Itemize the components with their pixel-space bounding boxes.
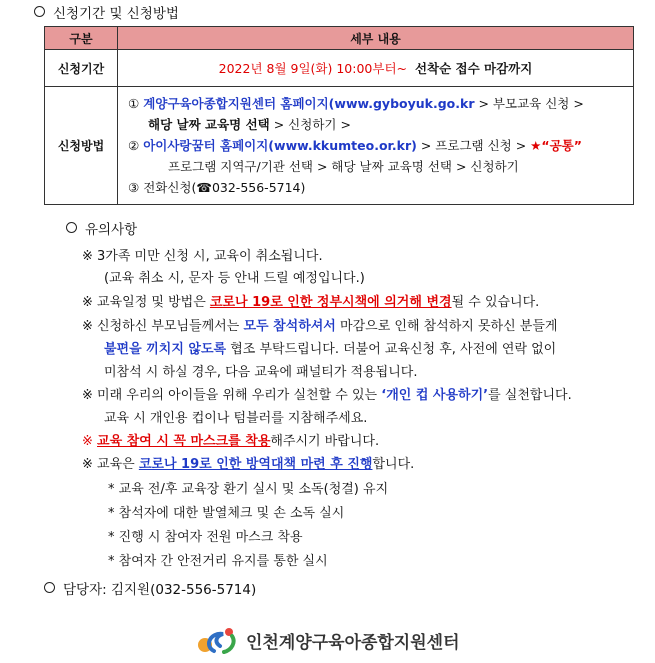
note-3c: 미참석 시 하실 경우, 다음 교육에 패널티가 적용됩니다.: [104, 365, 418, 380]
footer-logo: [196, 624, 460, 656]
note-4a: ※ 미래 우리의 아이들을 위해 우리가 실천할 수 있는 ‘개인 컵 사용하기’를 실천합니다.: [82, 388, 572, 403]
note-4b: 교육 시 개인용 컵이나 텀블러를 지참해주세요.: [104, 411, 368, 426]
gyboyuk-link[interactable]: 계양구육아종합지원센터 홈페이지(www.gyboyuk.go.kr: [143, 96, 475, 111]
note-3a: ※ 신청하신 부모님들께서는 모두 참석하셔서 마감으로 인해 참석하지 못하신 분들게: [82, 319, 558, 334]
note-6: ※ 교육은 코로나 19로 인한 방역대책 마련 후 진행합니다.: [82, 457, 415, 472]
section-title: 신청기간 및 신청방법: [34, 2, 179, 22]
circle-bullet-icon: [44, 582, 55, 593]
notes-title: 유의사항: [66, 218, 137, 238]
method-label: 신청방법: [45, 87, 118, 205]
org-name: 인천계양구육아종합지원센터: [246, 632, 460, 653]
note-3b: 불편을 끼치지 않도록 협조 부탁드립니다. 더불어 교육신청 후, 사전에 연락 없이: [104, 342, 557, 357]
note-1a: ※ 3가족 미만 신청 시, 교육이 취소됩니다.: [82, 249, 323, 264]
table-header-row: [45, 27, 634, 50]
method-line-1: ① 계양구육아종합지원센터 홈페이지(www.gyboyuk.go.kr > 부모교육 신청 >: [128, 96, 584, 111]
bullet-1: * 교육 전/후 교육장 환기 실시 및 소독(청결) 유지: [108, 482, 389, 497]
method-details: [118, 87, 634, 205]
period-suffix: 선착순 접수 마감까지: [414, 61, 533, 76]
header-category: 구분: [45, 27, 118, 50]
period-row: [45, 50, 634, 87]
method-row: [45, 87, 634, 205]
application-table: [44, 26, 634, 205]
note-1b: (교육 취소 시, 문자 등 안내 드릴 예정입니다.): [104, 271, 365, 286]
method-line-5: ③ 전화신청(☎032-556-5714): [128, 180, 306, 195]
note-5: ※ 교육 참여 시 꼭 마스크를 착용해주시기 바랍니다.: [82, 434, 380, 449]
note-2: ※ 교육일정 및 방법은 코로나 19로 인한 정부시책에 의거해 변경될 수 있습니다.: [82, 295, 540, 310]
method-line-3: ② 아이사랑꿈터 홈페이지(www.kkumteo.or.kr) > 프로그램 신청 > ★“공통”: [128, 138, 582, 153]
bullet-3: * 진행 시 참여자 전원 마스크 착용: [108, 530, 303, 545]
circle-bullet-icon: [34, 6, 45, 17]
contact-line: 담당자: 김지원(032-556-5714): [44, 578, 256, 598]
period-date: 2022년 8월 9일(화) 10:00부터~: [218, 61, 407, 76]
circle-bullet-icon: [66, 222, 77, 233]
bullet-2: * 참석자에 대한 발열체크 및 손 소독 실시: [108, 506, 345, 521]
header-details: 세부 내용: [118, 27, 634, 50]
common-star-label: ★“공통”: [530, 138, 582, 153]
period-value: [118, 50, 634, 87]
method-line-4: 프로그램 지역구/기관 선택 > 해당 날짜 교육명 선택 > 신청하기: [168, 159, 519, 174]
bullet-4: * 참여자 간 안전거리 유지를 통한 실시: [108, 554, 328, 569]
kkumteo-link[interactable]: 아이사랑꿈터 홈페이지(www.kkumteo.or.kr): [143, 138, 417, 153]
period-label: 신청기간: [45, 50, 118, 87]
org-logo-icon: [196, 624, 240, 656]
method-line-2: 해당 날짜 교육명 선택 > 신청하기 >: [148, 117, 351, 132]
